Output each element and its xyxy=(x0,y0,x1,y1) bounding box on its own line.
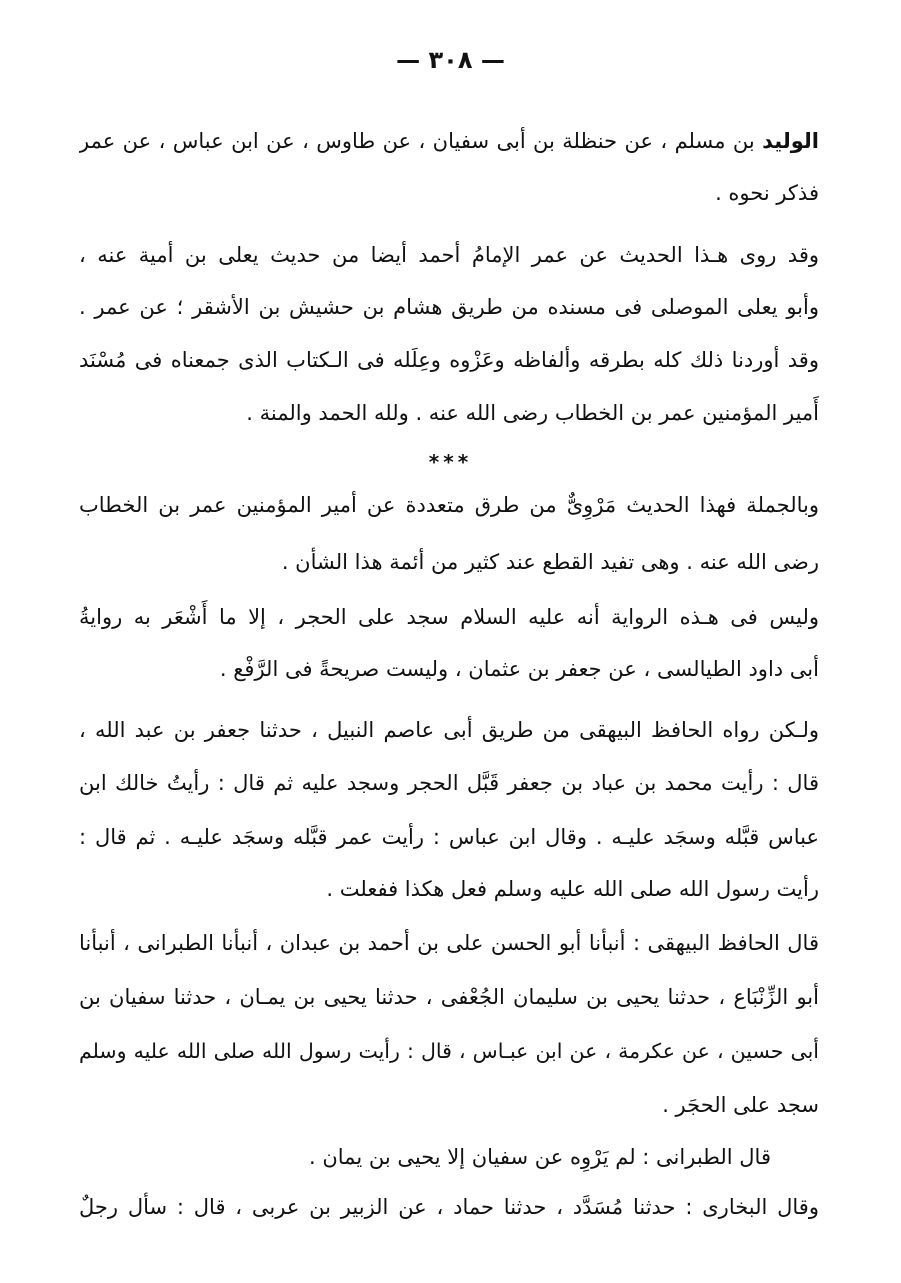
line-7-text: وبالجملة فهذا الحديث مَرْوِىٌّ من طرق متعددة عن أمير المؤمنين عمر بن الخطاب xyxy=(79,493,819,517)
text-line-7 xyxy=(79,488,819,522)
text-line-15 xyxy=(79,926,819,960)
text-line-10 xyxy=(79,652,819,686)
section-divider: *** xyxy=(428,450,473,474)
line-9-text: وليس فى هـذه الرواية أنه عليه السلام سجد على الحجر ، إلا ما أَشْعَر به روايةُ xyxy=(79,605,819,629)
text-line-13 xyxy=(79,820,819,854)
line-12-text: قال : رأيت محمد بن عباد بن جعفر قَبَّل الحجر وسجد عليه ثم قال : رأيتُ خالك ابن xyxy=(79,771,819,795)
text-line-9 xyxy=(79,600,819,634)
line-2-text: فذكر نحوه . xyxy=(715,181,819,205)
text-line-4 xyxy=(79,290,819,324)
line-19-text: قال الطبرانى : لم يَرْوِه عن سفيان إلا يحيى بن يمان . xyxy=(309,1145,771,1169)
line-1-lead-word: الوليد xyxy=(762,129,819,153)
line-13-text: عباس قبَّله وسجَد عليـه . وقال ابن عباس : رأيت عمر قبَّله وسجَد عليـه . ثم قال : xyxy=(79,825,819,849)
line-3-text: وقد روى هـذا الحديث عن عمر الإمامُ أحمد أيضا من حديث يعلى بن أمية عنه ، xyxy=(79,243,819,267)
line-14-text: رأيت رسول الله صلى الله عليه وسلم فعل هكذا ففعلت . xyxy=(326,877,819,901)
text-line-16 xyxy=(79,980,819,1014)
line-10-text: أبى داود الطيالسى ، عن جعفر بن عثمان ، وليست صريحةً فى الرَّفْع . xyxy=(219,657,819,681)
line-16-text: أبو الزِّنْبَاع ، حدثنا يحيى بن سليمان الجُعْفى ، حدثنا يحيى بن يمـان ، حدثنا سفيان بن xyxy=(79,985,819,1009)
line-6-text: أَمير المؤمنين عمر بن الخطاب رضى الله عنه . ولله الحمد والمنة . xyxy=(246,401,819,425)
text-line-18 xyxy=(79,1088,819,1122)
text-line-2 xyxy=(79,176,819,210)
page-number: — ٣٠٨ — xyxy=(396,46,505,74)
text-line-1 xyxy=(79,124,819,158)
text-line-11 xyxy=(79,713,819,747)
line-15-text: قال الحافظ البيهقى : أنبأنا أبو الحسن على بن أحمد بن عبدان ، أنبأنا الطبرانى ، أنبأنا xyxy=(79,931,819,955)
text-line-17 xyxy=(79,1034,819,1068)
text-line-6 xyxy=(79,396,819,430)
line-5-text: وقد أوردنا ذلك كله بطرقه وألفاظه وعَزْوه وعِلَله فى الـكتاب الذى جمعناه فى مُسْنَد xyxy=(79,348,819,372)
line-4-text: وأبو يعلى الموصلى فى مسنده من طريق هشام بن حشيش بن الأشقر ؛ عن عمر . xyxy=(79,295,819,319)
text-line-20 xyxy=(79,1190,819,1224)
line-8-text: رضى الله عنه . وهى تفيد القطع عند كثير من أئمة هذا الشأن . xyxy=(281,550,819,574)
line-17-text: أبى حسين ، عن عكرمة ، عن ابن عبـاس ، قال : رأيت رسول الله صلى الله عليه وسلم xyxy=(79,1039,819,1063)
text-line-8 xyxy=(79,545,819,579)
text-line-12 xyxy=(79,766,819,800)
line-20-text: وقال البخارى : حدثنا مُسَدَّد ، حدثنا حماد ، عن الزبير بن عربى ، قال : سأل رجلٌ xyxy=(79,1195,819,1219)
text-line-14 xyxy=(79,872,819,906)
line-11-text: ولـكن رواه الحافظ البيهقى من طريق أبى عاصم النبيل ، حدثنا جعفر بن عبد الله ، xyxy=(79,718,819,742)
line-1-text: بن مسلم ، عن حنظلة بن أبى سفيان ، عن طاوس ، عن ابن عباس ، عن عمر xyxy=(79,129,755,153)
text-line-19 xyxy=(79,1140,771,1174)
line-18-text: سجد على الحجَر . xyxy=(662,1093,819,1117)
text-line-3 xyxy=(79,238,819,272)
text-line-5 xyxy=(79,343,819,377)
